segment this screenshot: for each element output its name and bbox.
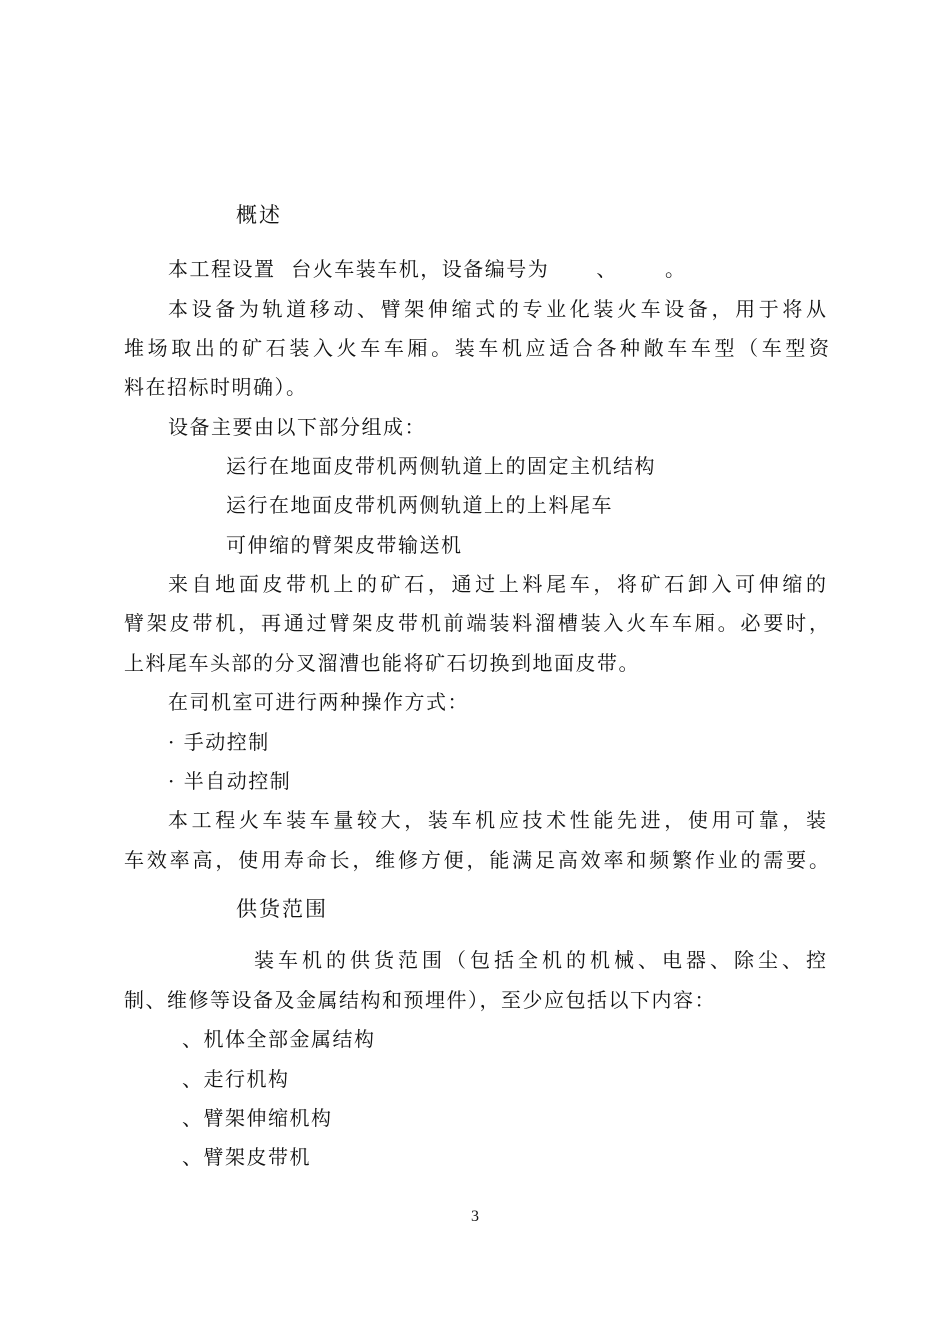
paragraph-description-line-3: 料在招标时明确）。 <box>124 375 308 399</box>
paragraph-components-intro: 设备主要由以下部分组成： <box>168 415 426 439</box>
paragraph-requirements-line-1: 本工程火车装车量较大，装车机应技术性能先进，使用可靠，装 <box>168 808 826 832</box>
mode-item: · 手动控制 <box>168 730 270 754</box>
page-number: 3 <box>471 1208 479 1225</box>
section-heading-scope: 供货范围 <box>236 897 328 921</box>
scope-item: 、臂架伸缩机构 <box>182 1106 333 1130</box>
component-item: 运行在地面皮带机两侧轨道上的上料尾车 <box>226 493 613 517</box>
paragraph-scope-line-1: 装车机的供货范围（包括全机的机械、电器、除尘、控 <box>254 948 826 972</box>
paragraph-scope-line-2: 制、维修等设备及金属结构和预埋件），至少应包括以下内容： <box>124 988 716 1012</box>
paragraph-operation-modes: 在司机室可进行两种操作方式： <box>168 690 469 714</box>
paragraph-description-line-1: 本设备为轨道移动、臂架伸缩式的专业化装火车设备，用于将从 <box>168 297 826 321</box>
paragraph-description-line-2: 堆场取出的矿石装入火车车厢。装车机应适合各种敞车车型（车型资 <box>124 336 829 360</box>
scope-item: 、机体全部金属结构 <box>182 1027 376 1051</box>
section-heading-overview: 概述 <box>236 203 282 227</box>
paragraph-intro: 本工程设置 台火车装车机，设备编号为 、 。 <box>168 257 687 281</box>
scope-item: 、走行机构 <box>182 1067 290 1091</box>
paragraph-flow-line-1: 来自地面皮带机上的矿石，通过上料尾车，将矿石卸入可伸缩的 <box>168 572 826 596</box>
scope-item: 、臂架皮带机 <box>182 1145 311 1169</box>
paragraph-requirements-line-2: 车效率高，使用寿命长，维修方便，能满足高效率和频繁作业的需要。 <box>124 848 829 872</box>
component-item: 运行在地面皮带机两侧轨道上的固定主机结构 <box>226 454 656 478</box>
paragraph-flow-line-3: 上料尾车头部的分叉溜漕也能将矿石切换到地面皮带。 <box>124 651 640 675</box>
component-item: 可伸缩的臂架皮带输送机 <box>226 533 463 557</box>
mode-item: · 半自动控制 <box>168 769 292 793</box>
paragraph-flow-line-2: 臂架皮带机，再通过臂架皮带机前端装料溜槽装入火车车厢。必要时， <box>124 611 829 635</box>
